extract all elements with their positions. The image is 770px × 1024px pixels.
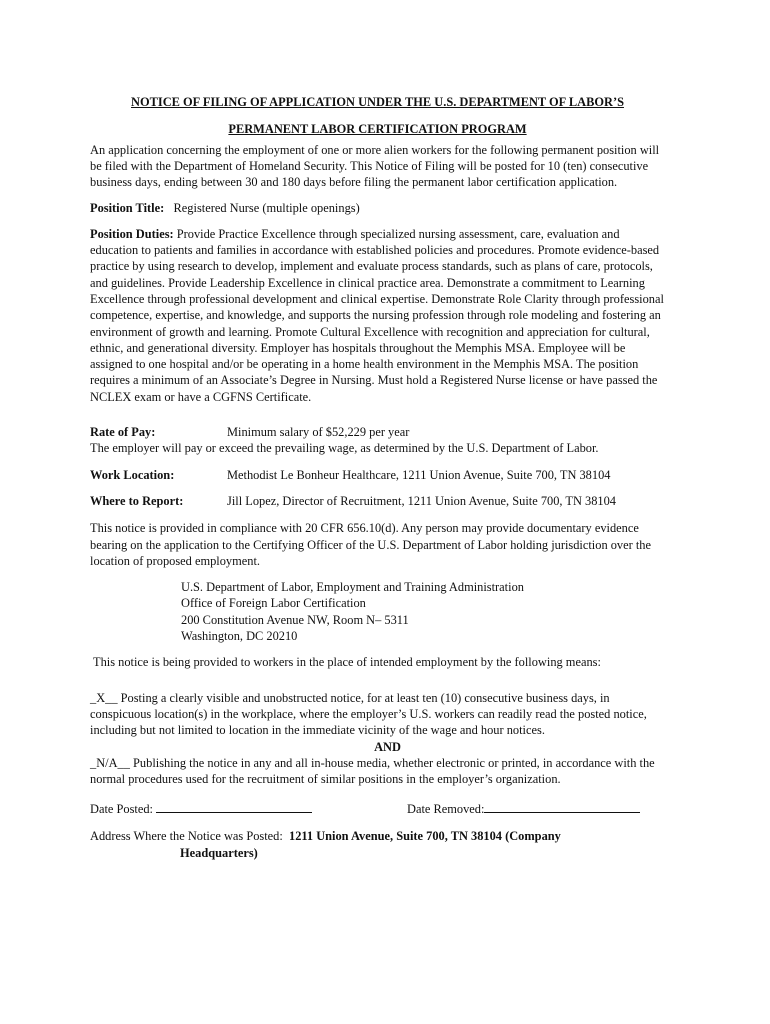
means-intro: This notice is being provided to workers in the place of intended employment by the following means:: [93, 655, 601, 670]
work-location-row: [90, 467, 665, 483]
address-posted-label: Address Where the Notice was Posted:: [90, 829, 283, 844]
date-removed-field: [407, 799, 640, 817]
rate-of-pay-value: Minimum salary of $52,229 per year: [227, 425, 410, 440]
rate-of-pay-label: Rate of Pay:: [90, 425, 156, 440]
position-title-row: [90, 200, 665, 216]
work-location-label: Work Location:: [90, 467, 175, 482]
notice-document: [90, 92, 665, 861]
page-title-line-2: PERMANENT LABOR CERTIFICATION PROGRAM: [228, 122, 527, 137]
option-posting: [90, 690, 665, 739]
work-location-value: Methodist Le Bonheur Healthcare, 1211 Union Avenue, Suite 700, TN 38104: [227, 467, 611, 482]
dol-address-line-4: Washington, DC 20210: [181, 629, 298, 644]
position-duties-paragraph: [90, 226, 665, 405]
option-publishing: [90, 755, 665, 788]
where-to-report-value: Jill Lopez, Director of Recruitment, 1211 Union Avenue, Suite 700, TN 38104: [227, 493, 616, 508]
date-posted-field: [90, 799, 312, 817]
rate-of-pay-note: The employer will pay or exceed the prevailing wage, as determined by the U.S. Department of Labor.: [90, 441, 599, 456]
compliance-paragraph: This notice is provided in compliance with 20 CFR 656.10(d). Any person may provide documentary evidence bearing on the application to the Certifying Officer of the U.S. Department of Labor holding jurisdiction over the location of proposed employment.: [90, 521, 651, 568]
address-posted-value-line-1: 1211 Union Avenue, Suite 700, TN 38104 (Company: [289, 829, 561, 844]
date-posted-line: [156, 799, 312, 813]
date-removed-label: Date Removed:: [407, 802, 485, 817]
option-posting-mark: _X__: [90, 690, 118, 705]
dol-address-line-3: 200 Constitution Avenue NW, Room N– 5311: [181, 612, 409, 627]
option-publishing-mark: _N/A__: [90, 755, 130, 770]
position-title-label: Position Title:: [90, 201, 165, 216]
dates-row: [90, 799, 665, 816]
address-posted-section: [90, 828, 665, 861]
dol-address-line-2: Office of Foreign Labor Certification: [181, 596, 366, 611]
where-to-report-label: Where to Report:: [90, 493, 184, 508]
page-title-line-1: NOTICE OF FILING OF APPLICATION UNDER THE U.S. DEPARTMENT OF LABOR’S: [131, 95, 624, 109]
and-label: AND: [374, 739, 401, 754]
rate-of-pay-section: [90, 424, 665, 457]
intro-paragraph: An application concerning the employment of one or more alien workers for the following permanent position will be filed with the Department of Homeland Security. This Notice of Filing will be posted for 10 (ten) consecutive business days, ending between 30 and 180 days before filing the permanent labor certification application.: [90, 142, 660, 190]
where-to-report-row: [90, 493, 665, 509]
date-posted-label: Date Posted:: [90, 802, 157, 817]
dol-address-line-1: U.S. Department of Labor, Employment and Training Administration: [181, 580, 524, 595]
option-publishing-text: Publishing the notice in any and all in-house media, whether electronic or printed, in accordance with the normal procedures used for the recruitment of similar positions in the employer’s organization.: [90, 755, 655, 787]
position-duties-label: Position Duties:: [90, 226, 174, 241]
date-removed-line: [484, 799, 640, 813]
option-posting-text: Posting a clearly visible and unobstructed notice, for at least ten (10) consecutive business days, in conspicuous location(s) in the workplace, where the employer’s U.S. workers can readily read the posted notice, including but not limited to location in the immediate vicinity of the wage and hour notices.: [90, 690, 647, 738]
position-duties-text: Provide Practice Excellence through specialized nursing assessment, care, evaluation and education to patients and families in accordance with established policies and procedures. Promote evidence-based practice by using research to develop, implement and evaluate process standards, such as plans of care, protocols, and guidelines. Provide Leadership Excellence in clinical practice area. Demonstrate a commitment to Learning Excellence through professional development and clinical expertise. Demonstrate Role Clarity through professional competence, expertise, and knowledge, and supports the nursing profession through role modeling and fostering an environment of growth and learning. Promote Cultural Excellence with recognition and appreciation for cultural, ethnic, and generational diversity. Employer has hospitals throughout the Memphis MSA. Employee will be assigned to one hospital and/or be operating in a home health environment in the Memphis MSA. The position requires a minimum of an Associate’s Degree in Nursing. Must hold a Registered Nurse license or have passed the NCLEX exam or have a CGFNS Certificate.: [90, 226, 664, 404]
dol-address-block: [181, 579, 665, 644]
position-title-value: Registered Nurse (multiple openings): [173, 201, 360, 216]
address-posted-value-line-2: Headquarters): [180, 845, 258, 860]
